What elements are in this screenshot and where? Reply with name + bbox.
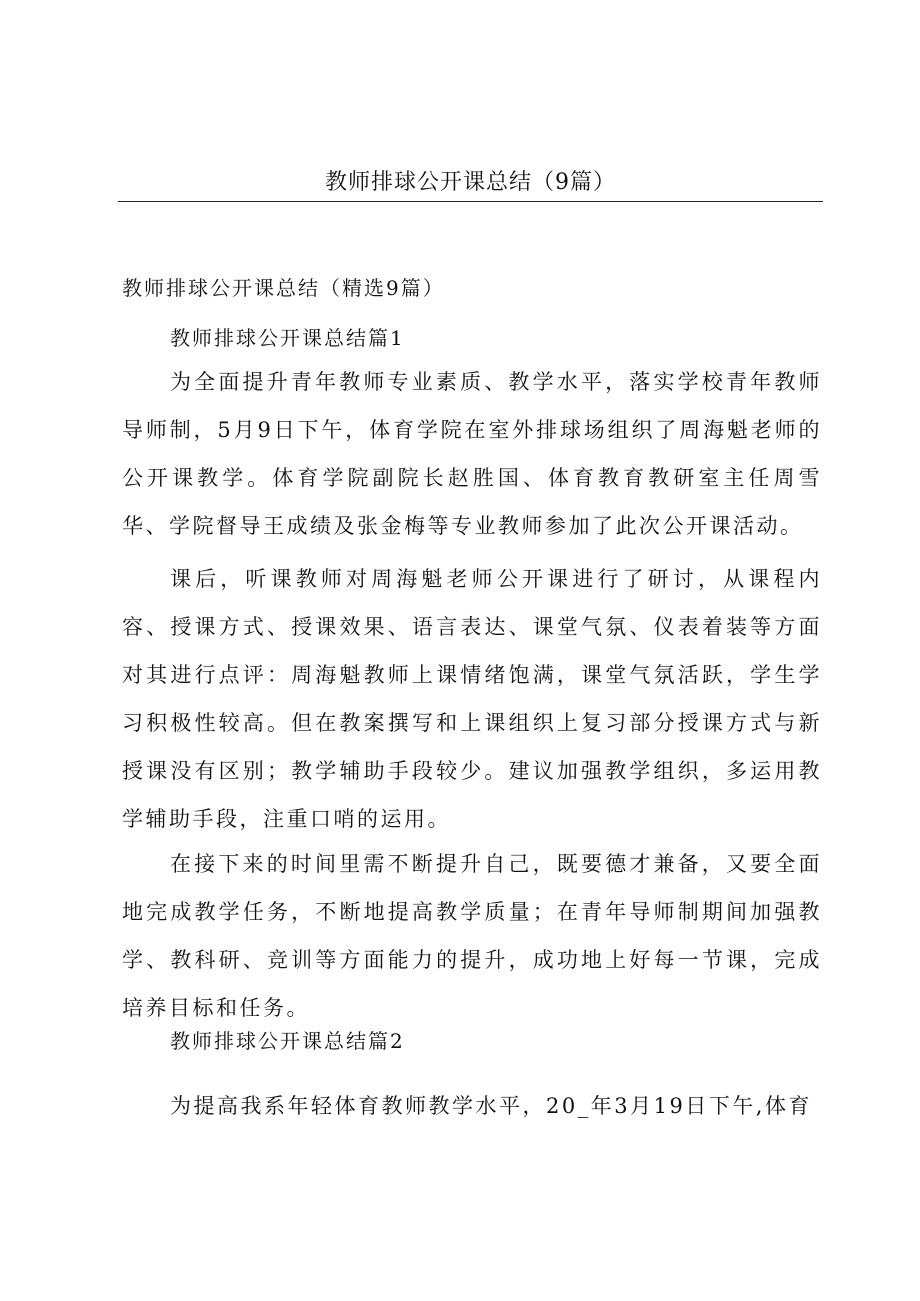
section-2-paragraph-1: 为提高我系年轻体育教师教学水平，20_年3月19日下午,体育: [170, 1094, 812, 1118]
document-title: 教师排球公开课总结（9篇）: [325, 170, 616, 195]
title-underline: [118, 201, 823, 202]
section-1-paragraph-2: 课后，听课教师对周海魁老师公开课进行了研讨，从课程内容、授课方式、授课效果、语言表达、课堂气氛、仪表着装等方面对其进行点评：周海魁教师上课情绪饱满，课堂气氛活跃，学生学习积极性较高。但在教案撰写和上课组织上复习部分授课方式与新授课没有区别；教学辅助手段较少。建议加强教学组织，多运用教学辅助手段，注重口哨的运用。: [122, 567, 822, 831]
section-1-paragraph-3: 在接下来的时间里需不断提升自己，既要德才兼备，又要全面地完成教学任务，不断地提高教学质量；在青年导师制期间加强教学、教科研、竞训等方面能力的提升，成功地上好每一节课，完成培养目标和任务。: [122, 852, 822, 1020]
section-heading-1: 教师排球公开课总结篇1: [170, 326, 405, 350]
section-1-paragraph-1: 为全面提升青年教师专业素质、教学水平，落实学校青年教师导师制，5月9日下午，体育学院在室外排球场组织了周海魁老师的公开课教学。体育学院副院长赵胜国、体育教育教研室主任周雪华、学院督导王成绩及张金梅等专业教师参加了此次公开课活动。: [122, 370, 822, 538]
document-subtitle: 教师排球公开课总结（精选9篇）: [122, 276, 445, 300]
section-heading-2: 教师排球公开课总结篇2: [170, 1029, 405, 1053]
